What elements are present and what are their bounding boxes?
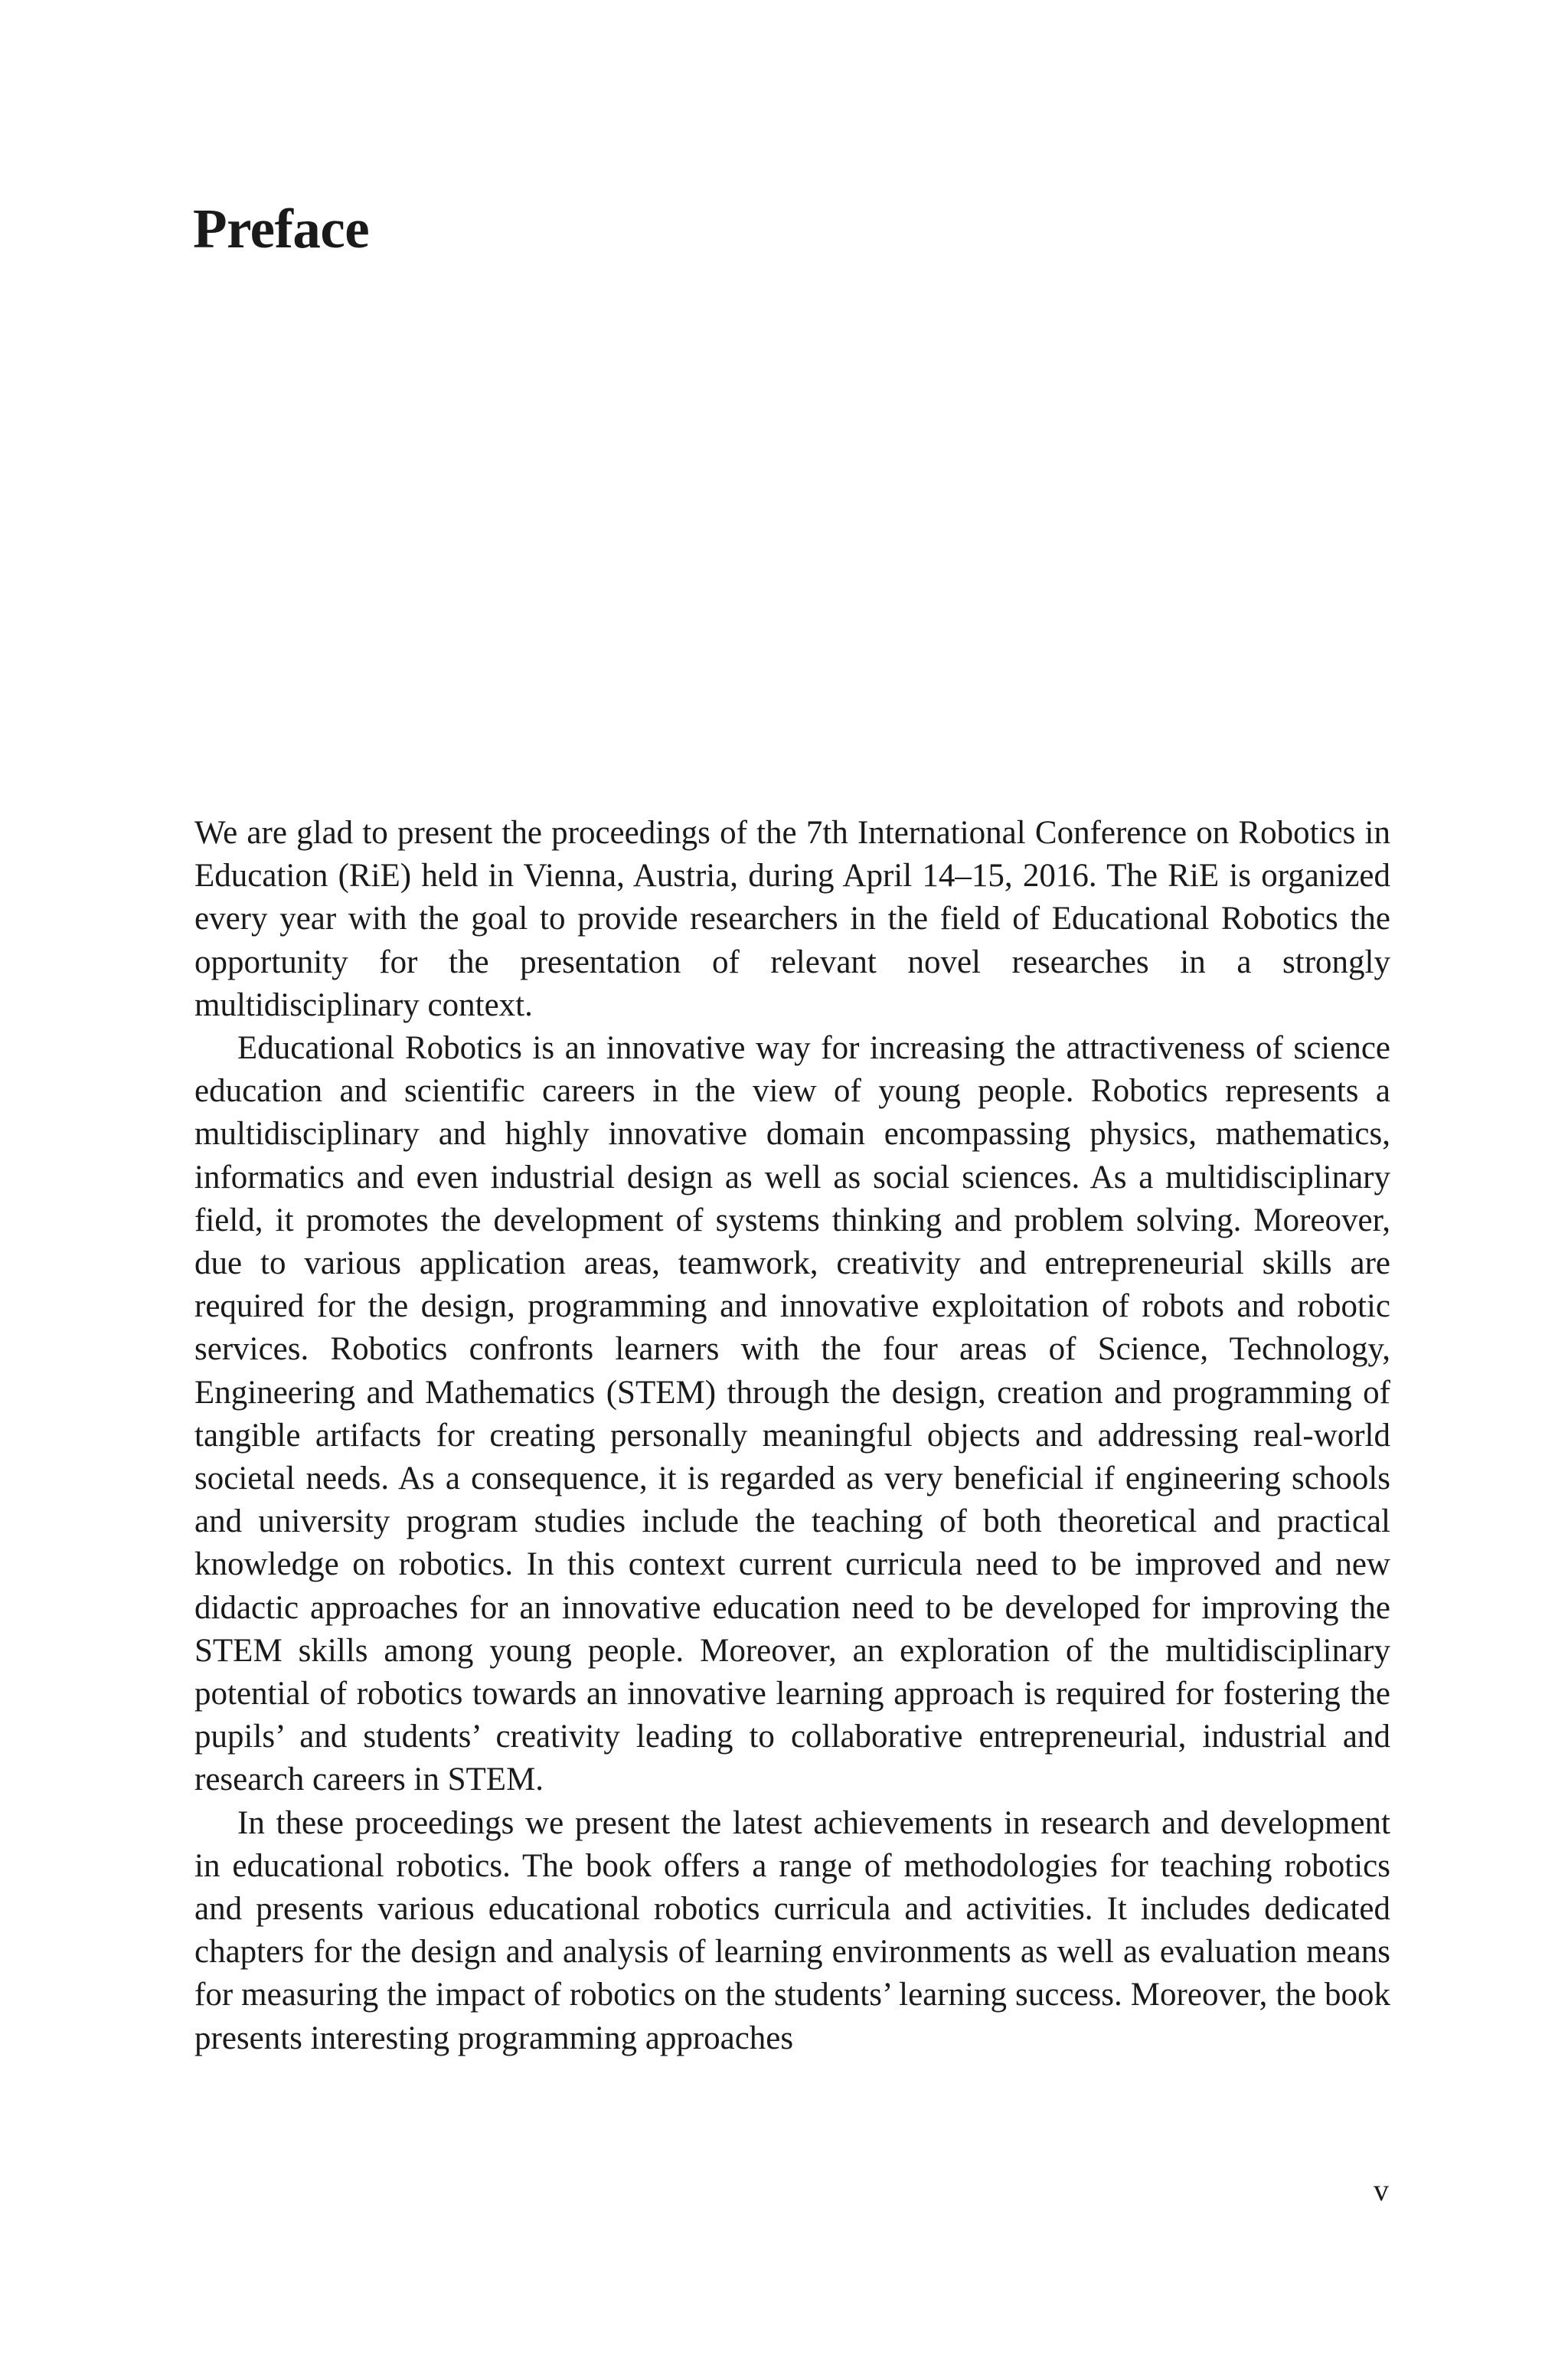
paragraph-educational-robotics: Educational Robotics is an innovative way for increasing the attractiveness of science education and scientific careers in the view of young people. Robotics represents a multidisciplinary and highly innovative domain encompassing physics, mathematics, informatics and even industrial design as well as social sciences. As a multidisciplinary field, it promotes the development of systems thinking and problem solving. Moreover, due to various application areas, teamwork, creativity and entrepreneurial skills are required for the design, programming and innovative exploitation of robots and robotic services. Robotics confronts learners with the four areas of Science, Technology, Engineering and Mathematics (STEM) through the design, creation and programming of tangible artifacts for creating personally meaningful objects and addressing real-world societal needs. As a consequence, it is regarded as very beneficial if engineering schools and university program studies include the teaching of both theoretical and practical knowledge on robotics. In this context current curricula need to be improved and new didactic approaches for an innovative education need to be developed for improving the STEM skills among young people. Moreover, an exploration of the multidisciplinary potential of robotics towards an innovative learning approach is required for fostering the pupils’ and students’ creativity leading to collaborative entrepreneurial, industrial and research careers in STEM. [194, 1030, 1390, 1798]
page-number: v [1374, 2173, 1389, 2207]
preface-body [194, 812, 1390, 2060]
paragraph-intro: We are glad to present the proceedings of the 7th International Conference on Robotics in Education (RiE) held in Vienna, Austria, during April 14–15, 2016. The RiE is organized every year with the goal to provide researchers in the field of Educational Robotics the opportunity for the presentation of relevant novel researches in a strongly multidisciplinary context. [194, 815, 1390, 1023]
page-title: Preface [193, 198, 370, 260]
paragraph-proceedings: In these proceedings we present the latest achievements in research and development in educational robotics. The book offers a range of methodologies for teaching robotics and presents various educational robotics curricula and activities. It includes dedicated chapters for the design and analysis of learning environments as well as evaluation means for measuring the impact of robotics on the students’ learning success. Moreover, the book presents interesting programming approaches [194, 1804, 1390, 2056]
